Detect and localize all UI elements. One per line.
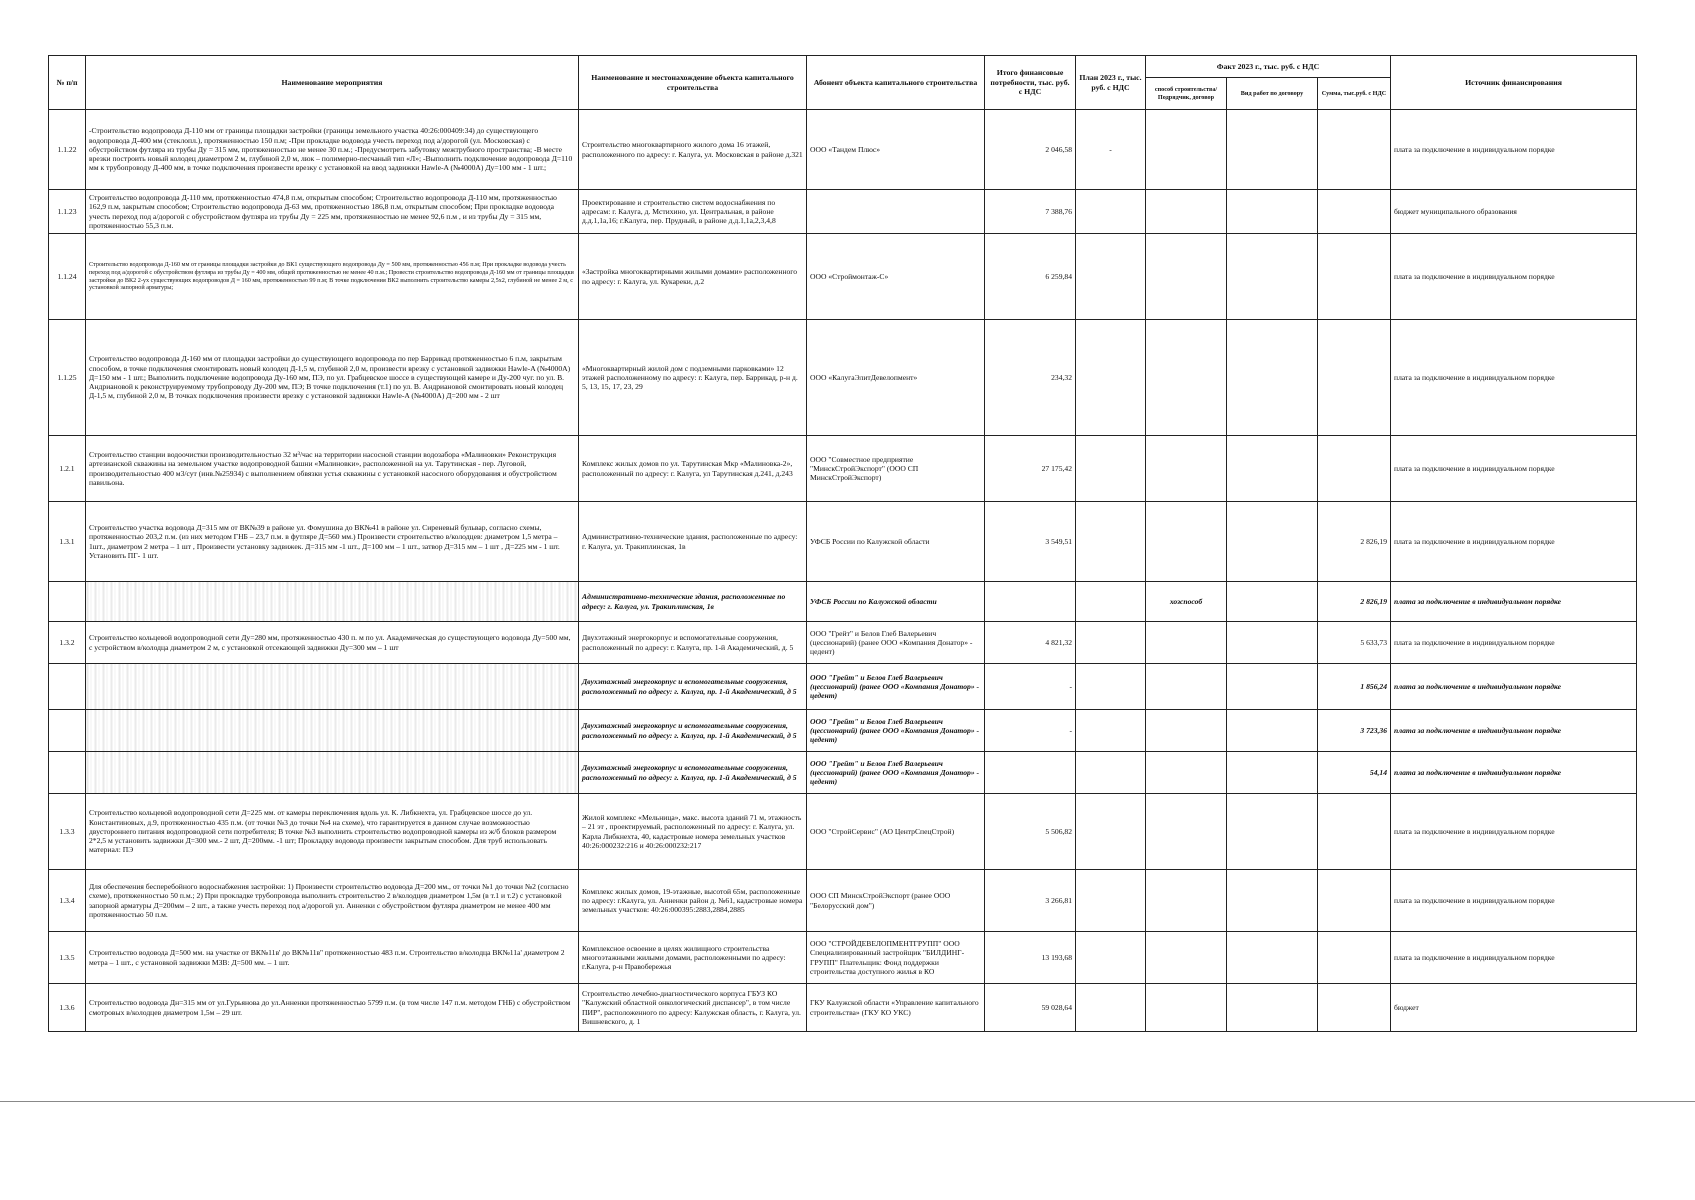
table-row bbox=[49, 110, 1637, 190]
table-row bbox=[49, 320, 1637, 436]
cell-total: - bbox=[985, 710, 1076, 752]
cell-plan bbox=[1076, 794, 1146, 870]
cell-num: 1.3.5 bbox=[49, 932, 86, 984]
cell-name: -Строительство водопровода Д-110 мм от границы площадки застройки (границы земельного участка 40:26:000409:34) до существующего водопровода Д-400 мм (стеклопл.), протяженностью 150 п.м; -При прокладке водовода учесть переход под а/дорогой (ул. Московская) с обустройством футляра из трубы Ду = 315 мм, протяженностью не менее 30 п.м.; -Предусмотреть забутовку межтрубного пространства; -В месте врезки построить новый колодец диаметром 2 м, глубиной 2,0 м, люк – полимерно-песчаный тип «Л»; -Выполнить подключение водопровода Д=110 мм к трубопроводу Д-400 мм, в точке подключения произвести врезку с установкой на ввод задвижки Hawle-A (№4000A) Ду=100 мм - 1 шт.; bbox=[86, 110, 579, 190]
cell-name: Строительство водопровода Д-160 мм от площадки застройки до существующего водопровода по пер Баррикад протяженностью 6 п.м, закрытым способом, в точке подключения смонтировать новый колодец Д-1,5 м, глубиной 2,0 м, произвести врезку с установкой задвижки Hawle-A (№4000A) Д=150 мм - 1 шт.; Выполнить подключение водопровода Ду-160 мм, ПЭ, по ул. Грабцевское шоссе в существующей камере и Ду-200 чуг. по ул. В. Андриановой к реконструируемому трубопроводу Ду-200 мм, ПЭ; В точке подключения (т.1) по ул. В. Андриановой смонтировать новый колодец Д-1,5 м, глубиной 2,0 м, В точках подключения произвести врезку с установкой задвижки Hawle-A (№4000A) Д=200 мм - 2 шт bbox=[86, 320, 579, 436]
header-work-type: Вид работ по договору bbox=[1227, 78, 1318, 110]
cell-source: бюджет муниципального образования bbox=[1391, 190, 1637, 234]
cell-sum: 5 633,73 bbox=[1318, 622, 1391, 664]
table-row bbox=[49, 190, 1637, 234]
cell-num: 1.1.23 bbox=[49, 190, 86, 234]
cell-method bbox=[1146, 502, 1227, 582]
cell-method bbox=[1146, 870, 1227, 932]
table-row bbox=[49, 664, 1637, 710]
cell-subscriber: ООО «Строймонтаж-С» bbox=[807, 234, 985, 320]
header-object: Наименование и местонахождение объекта капитального строительства bbox=[579, 56, 807, 110]
cell-method bbox=[1146, 320, 1227, 436]
table-row bbox=[49, 932, 1637, 984]
cell-plan bbox=[1076, 320, 1146, 436]
cell-method bbox=[1146, 664, 1227, 710]
cell-num: 1.3.3 bbox=[49, 794, 86, 870]
cell-work bbox=[1227, 234, 1318, 320]
cell-total: 7 388,76 bbox=[985, 190, 1076, 234]
header-method: способ строительства/ Подрядчик, договор bbox=[1146, 78, 1227, 110]
cell-plan bbox=[1076, 436, 1146, 502]
cell-total: 4 821,32 bbox=[985, 622, 1076, 664]
cell-work bbox=[1227, 664, 1318, 710]
cell-total: 234,32 bbox=[985, 320, 1076, 436]
cell-name: Строительство водопровода Д-160 мм от границы площадки застройки до ВК1 существующего водопровода Ду = 500 мм, протяженностью 456 п.м; При прокладке водовода учесть переход под а/дорогой с обустройством футляра из трубы Ду = 400 мм, общей протяженностью не менее 40 п.м.; Провести строительство водопровода Д-160 мм от границы площадки застройки до ВК2 2-ух существующих водопроводов Д = 160 мм, протяженностью 99 п.м; В точке подключения ВК2 выполнить строительство камеры 2,5х2, глубиной не менее 2 м, с установкой запорной арматуры; bbox=[86, 234, 579, 320]
cell-source: плата за подключение в индивидуальном порядке bbox=[1391, 436, 1637, 502]
cell-subscriber: ООО "Совместное предприятие "МинскСтройЭкспорт" (ООО СП МинскСтройЭкспорт) bbox=[807, 436, 985, 502]
cell-method bbox=[1146, 234, 1227, 320]
cell-work bbox=[1227, 436, 1318, 502]
cell-plan bbox=[1076, 190, 1146, 234]
cell-num: 1.3.2 bbox=[49, 622, 86, 664]
header-plan: План 2023 г., тыс. руб. с НДС bbox=[1076, 56, 1146, 110]
cell-method bbox=[1146, 932, 1227, 984]
cell-num: 1.1.24 bbox=[49, 234, 86, 320]
cell-object: Двухэтажный энергокорпус и вспомогательные сооружения, расположенный по адресу: г. Калуга, пр. 1-й Академический, д 5 bbox=[579, 664, 807, 710]
cell-total: - bbox=[985, 664, 1076, 710]
cell-name: Строительство водовода Д=500 мм. на участке от ВК№11в' до ВК№11в'' протяженностью 483 п.м. Строительство в/колодца ВК№11а' диаметром 2 метра – 1 шт., с установкой задвижки МЗВ: Д=500 мм. – 1 шт. bbox=[86, 932, 579, 984]
header-source: Источник финансирования bbox=[1391, 56, 1637, 110]
cell-total bbox=[985, 582, 1076, 622]
cell-name: Строительство водопровода Д-110 мм, протяженностью 474,8 п.м, открытым способом; Строительство водопровода Д-110 мм, протяженностью 162,9 п.м, закрытым способом; Строительство водопровода Д-63 мм, протяженностью 186,8 п.м, открытым способом; При прокладке водовода учесть переход под а/дорогой с обустройством футляра из трубы Ду = 225 мм, протяженностью не менее 92,6 п.м , и из трубы Ду = 315 мм, протяженностью 55,3 п.м. bbox=[86, 190, 579, 234]
cell-name: Строительство участка водовода Д=315 мм от ВК№39 в районе ул. Фомушина до ВК№41 в районе ул. Сиреневый бульвар, согласно схемы, протяженностью 203,2 п.м. (из них методом ГНБ – 23,7 п.м. в футляре Д=560 мм.) Произвести строительство в/колодцев: диаметром 1,5 метра – 1шт., диаметром 2 метра – 1 шт , Произвести установку задвижек. Д=315 мм -1 шт., Д=100 мм – 1 шт., затвор Д=315 мм – 1 шт , Д=225 мм - 1 шт. Установить ПГ- 1 шт. bbox=[86, 502, 579, 582]
header-subscriber: Абонент объекта капитального строительства bbox=[807, 56, 985, 110]
cell-subscriber: ООО СП МинскСтройЭкспорт (ранее ООО "Белорусский дом") bbox=[807, 870, 985, 932]
investment-program-table bbox=[48, 55, 1637, 1032]
cell-num: 1.3.1 bbox=[49, 502, 86, 582]
cell-work bbox=[1227, 710, 1318, 752]
cell-plan bbox=[1076, 234, 1146, 320]
cell-work bbox=[1227, 870, 1318, 932]
cell-method: хозспособ bbox=[1146, 582, 1227, 622]
table-row bbox=[49, 710, 1637, 752]
table-row bbox=[49, 234, 1637, 320]
cell-method bbox=[1146, 622, 1227, 664]
cell-total: 5 506,82 bbox=[985, 794, 1076, 870]
cell-source: плата за подключение в индивидуальном порядке bbox=[1391, 320, 1637, 436]
cell-method bbox=[1146, 436, 1227, 502]
table-row bbox=[49, 622, 1637, 664]
cell-subscriber: УФСБ России по Калужской области bbox=[807, 582, 985, 622]
cell-total: 13 193,68 bbox=[985, 932, 1076, 984]
cell-name: Строительство станции водоочистки производительностью 32 м³/час на территории насосной станции водозабора «Малиновки» Реконструкция артезианской скважины на земельном участке водопроводной башни «Малиновки», расположенной на ул. Тарутинская - пер. Луговой, производительностью 400 м3/сут (инв.№25934) с выполнением обвязки устья скважины с установкой насосного оборудования и обустройством павильона. bbox=[86, 436, 579, 502]
cell-num: 1.3.6 bbox=[49, 984, 86, 1032]
cell-source: бюджет bbox=[1391, 984, 1637, 1032]
cell-name: Строительство кольцевой водопроводной сети Д=225 мм. от камеры переключения вдоль ул. К. Либкнехта, ул. Грабцевское шоссе до ул. Константиновых, д.9, протяженностью 435 п.м. (от точки №3 до точки №4 на схеме), что гарантируется в данном случае возможностью двустороннего питания водопроводной сети потребителя; В точке №3 выполнить строительство водопроводной камеры из ж/б блоков размером 2*2,5 м установить задвижки Д=300 мм.- 2 шт, Д=200мм. -1 шт; Прокладку водовода произвести закрытым способом. Для труб использовать материал: ПЭ bbox=[86, 794, 579, 870]
cell-plan bbox=[1076, 752, 1146, 794]
cell-subscriber: ООО "Грейт" и Белов Глеб Валерьевич (цессионарий) (ранее ООО «Компания Донатор» - цедент) bbox=[807, 622, 985, 664]
cell-num: 1.1.22 bbox=[49, 110, 86, 190]
cell-plan bbox=[1076, 502, 1146, 582]
cell-work bbox=[1227, 110, 1318, 190]
cell-work bbox=[1227, 932, 1318, 984]
cell-total: 3 549,51 bbox=[985, 502, 1076, 582]
cell-name: Строительство кольцевой водопроводной сети Ду=280 мм, протяженностью 430 п. м по ул. Академическая до существующего водовода Ду=500 мм, с устройством в/колодца диаметром 2 м, с установкой отсекающей задвижки Ду=300 мм – 1 шт bbox=[86, 622, 579, 664]
cell-subscriber bbox=[807, 190, 985, 234]
cell-sum bbox=[1318, 190, 1391, 234]
cell-source: плата за подключение в индивидуальном порядке bbox=[1391, 794, 1637, 870]
header-name: Наименование мероприятия bbox=[86, 56, 579, 110]
cell-object: «Застройка многоквартирными жилыми домами» расположенного по адресу: г. Калуга, ул. Кукареки, д.2 bbox=[579, 234, 807, 320]
cell-source: плата за подключение в индивидуальном порядке bbox=[1391, 752, 1637, 794]
cell-sum: 2 826,19 bbox=[1318, 502, 1391, 582]
cell-source: плата за подключение в индивидуальном порядке bbox=[1391, 870, 1637, 932]
cell-sum bbox=[1318, 436, 1391, 502]
cell-object: Двухэтажный энергокорпус и вспомогательные сооружения, расположенный по адресу: г. Калуга, пр. 1-й Академический, д 5 bbox=[579, 752, 807, 794]
cell-subscriber: ООО «КалугаЭлитДевелопмент» bbox=[807, 320, 985, 436]
cell-plan bbox=[1076, 870, 1146, 932]
cell-method bbox=[1146, 752, 1227, 794]
cell-total: 2 046,58 bbox=[985, 110, 1076, 190]
cell-work bbox=[1227, 190, 1318, 234]
cell-name bbox=[86, 752, 579, 794]
cell-subscriber: ООО "Грейт" и Белов Глеб Валерьевич (цессионарий) (ранее ООО «Компания Донатор» - цедент) bbox=[807, 752, 985, 794]
cell-source: плата за подключение в индивидуальном порядке bbox=[1391, 502, 1637, 582]
cell-object: Двухэтажный энергокорпус и вспомогательные сооружения, расположенный по адресу: г. Калуга, пр. 1-й Академический, д. 5 bbox=[579, 622, 807, 664]
header-fact: Факт 2023 г., тыс. руб. с НДС bbox=[1146, 56, 1391, 78]
cell-num: 1.3.4 bbox=[49, 870, 86, 932]
cell-source: плата за подключение в индивидуальном порядке bbox=[1391, 622, 1637, 664]
cell-name bbox=[86, 710, 579, 752]
cell-work bbox=[1227, 752, 1318, 794]
cell-sum: 1 856,24 bbox=[1318, 664, 1391, 710]
cell-method bbox=[1146, 710, 1227, 752]
cell-plan bbox=[1076, 710, 1146, 752]
cell-subscriber: ООО "Грейт" и Белов Глеб Валерьевич (цессионарий) (ранее ООО «Компания Донатор» - цедент) bbox=[807, 664, 985, 710]
cell-sum bbox=[1318, 794, 1391, 870]
header-total: Итого финансовые потребности, тыс. руб. с НДС bbox=[985, 56, 1076, 110]
cell-method bbox=[1146, 984, 1227, 1032]
cell-object: Жилой комплекс «Мельница», макс. высота зданий 71 м, этажность – 21 эт , проектируемый, расположенный по адресу: г. Калуга, ул. Карла Либкнехта, 40, кадастровые номера земельных участков 40:26:000232:216 и 40:26:000232:217 bbox=[579, 794, 807, 870]
cell-work bbox=[1227, 984, 1318, 1032]
cell-name: Для обеспечения бесперебойного водоснабжения застройки: 1) Произвести строительство водовода Д=200 мм., от точки №1 до точки №2 (согласно схеме), протяженностью 50 п.м.; 2) При прокладке трубопровода выполнить строительство 2 в/колодцев диаметром 1,5м (в т.1 и т.2) с установкой запорной арматуры Д=200мм – 2 шт., а также учесть переход под а/дорогой ул. Анненки с обустройством футляра диаметром не менее 400 мм протяженностью 50 п.м. bbox=[86, 870, 579, 932]
cell-plan bbox=[1076, 664, 1146, 710]
table-row bbox=[49, 794, 1637, 870]
document-page bbox=[48, 55, 1636, 1032]
cell-num: 1.2.1 bbox=[49, 436, 86, 502]
cell-plan bbox=[1076, 582, 1146, 622]
cell-sum bbox=[1318, 320, 1391, 436]
cell-sum bbox=[1318, 984, 1391, 1032]
cell-total bbox=[985, 752, 1076, 794]
cell-sum: 3 723,36 bbox=[1318, 710, 1391, 752]
cell-object: Строительство лечебно-диагностического корпуса ГБУЗ КО "Калужский областной онкологический диспансер", в том числе ПИР", расположенного по адресу: Калужская область, г. Калуга, ул. Вишневского, д. 1 bbox=[579, 984, 807, 1032]
cell-sum: 54,14 bbox=[1318, 752, 1391, 794]
cell-num bbox=[49, 582, 86, 622]
cell-object: Строительство многоквартирного жилого дома 16 этажей, расположенного по адресу: г. Калуга, ул. Московская в районе д.321 bbox=[579, 110, 807, 190]
cell-object: Комплексное освоение в целях жилищного строительства многоэтажными жилыми домами, расположенными по адресу: г.Калуга, р-н Правобережья bbox=[579, 932, 807, 984]
cell-source: плата за подключение в индивидуальном порядке bbox=[1391, 710, 1637, 752]
cell-work bbox=[1227, 794, 1318, 870]
cell-num bbox=[49, 710, 86, 752]
cell-num bbox=[49, 664, 86, 710]
cell-object: Комплекс жилых домов по ул. Тарутинская Мкр «Малиновка-2», расположенный по адресу: г. Калуга, ул Тарутинская д.241, д.243 bbox=[579, 436, 807, 502]
cell-sum bbox=[1318, 234, 1391, 320]
cell-plan bbox=[1076, 932, 1146, 984]
table-row bbox=[49, 582, 1637, 622]
table-row bbox=[49, 752, 1637, 794]
cell-work bbox=[1227, 622, 1318, 664]
cell-subscriber: ООО "Грейт" и Белов Глеб Валерьевич (цессионарий) (ранее ООО «Компания Донатор» - цедент) bbox=[807, 710, 985, 752]
cell-object: Комплекс жилых домов, 19-этажные, высотой 65м, расположенные по адресу: г.Калуга, ул. Анненки район д. №61, кадастровые номера земельных участков: 40:26:000395:2883,2884,2885 bbox=[579, 870, 807, 932]
cell-total: 27 175,42 bbox=[985, 436, 1076, 502]
cell-source: плата за подключение в индивидуальном порядке bbox=[1391, 582, 1637, 622]
table-row bbox=[49, 502, 1637, 582]
cell-plan: - bbox=[1076, 110, 1146, 190]
cell-subscriber: ГКУ Калужской области «Управление капитального строительства» (ГКУ КО УКС) bbox=[807, 984, 985, 1032]
cell-object: Административно-технические здания, расположенные по адресу: г. Калуга, ул. Тракиплинская, 1в bbox=[579, 582, 807, 622]
cell-source: плата за подключение в индивидуальном порядке bbox=[1391, 664, 1637, 710]
table-body bbox=[49, 110, 1637, 1032]
header-num: № п/п bbox=[49, 56, 86, 110]
cell-total: 3 266,81 bbox=[985, 870, 1076, 932]
cell-sum bbox=[1318, 110, 1391, 190]
cell-subscriber: ООО "СТРОЙДЕВЕЛОПМЕНТГРУПП" ООО Специализированный застройщик "БИЛДИНГ-ГРУПП" Плательщик: Фонд поддержки строительства доступного жилья в КО bbox=[807, 932, 985, 984]
table-row bbox=[49, 984, 1637, 1032]
cell-num bbox=[49, 752, 86, 794]
cell-subscriber: УФСБ России по Калужской области bbox=[807, 502, 985, 582]
cell-work bbox=[1227, 320, 1318, 436]
cell-source: плата за подключение в индивидуальном порядке bbox=[1391, 110, 1637, 190]
cell-source: плата за подключение в индивидуальном порядке bbox=[1391, 932, 1637, 984]
cell-method bbox=[1146, 110, 1227, 190]
cell-object: Двухэтажный энергокорпус и вспомогательные сооружения, расположенный по адресу: г. Калуга, пр. 1-й Академический, д 5 bbox=[579, 710, 807, 752]
scan-fold-line bbox=[0, 1101, 1695, 1102]
cell-object: «Многоквартирный жилой дом с подземными парковками» 12 этажей расположенному по адресу: г. Калуга, пер. Баррикад, р-н д. 5, 13, 15, 17, 23, 29 bbox=[579, 320, 807, 436]
cell-plan bbox=[1076, 984, 1146, 1032]
cell-work bbox=[1227, 582, 1318, 622]
cell-subscriber: ООО «Тандем Плюс» bbox=[807, 110, 985, 190]
cell-subscriber: ООО "СтройСервис" (АО ЦентрСпецСтрой) bbox=[807, 794, 985, 870]
cell-num: 1.1.25 bbox=[49, 320, 86, 436]
cell-plan bbox=[1076, 622, 1146, 664]
cell-total: 6 259,84 bbox=[985, 234, 1076, 320]
header-sum: Сумма, тыс.руб. с НДС bbox=[1318, 78, 1391, 110]
cell-method bbox=[1146, 190, 1227, 234]
cell-sum bbox=[1318, 870, 1391, 932]
cell-sum: 2 826,19 bbox=[1318, 582, 1391, 622]
cell-sum bbox=[1318, 932, 1391, 984]
cell-object: Проектирование и строительство систем водоснабжения по адресам: г. Калуга, д. Мстихино, ул. Центральная, в районе д.д.1,1а,16; г.Калуга, пер. Прудный, в районе д.д.1,1а,2,3,4,8 bbox=[579, 190, 807, 234]
table-row bbox=[49, 436, 1637, 502]
cell-method bbox=[1146, 794, 1227, 870]
cell-name bbox=[86, 664, 579, 710]
cell-work bbox=[1227, 502, 1318, 582]
cell-object: Административно-технические здания, расположенные по адресу: г. Калуга, ул. Тракиплинская, 1в bbox=[579, 502, 807, 582]
cell-name bbox=[86, 582, 579, 622]
cell-name: Строительство водовода Дн=315 мм от ул.Гурьянова до ул.Анненки протяженностью 5799 п.м. (в том числе 147 п.м. методом ГНБ) с обустройством смотровых в/колодцев диаметром 1,5м – 29 шт. bbox=[86, 984, 579, 1032]
table-row bbox=[49, 870, 1637, 932]
cell-source: плата за подключение в индивидуальном порядке bbox=[1391, 234, 1637, 320]
cell-total: 59 028,64 bbox=[985, 984, 1076, 1032]
